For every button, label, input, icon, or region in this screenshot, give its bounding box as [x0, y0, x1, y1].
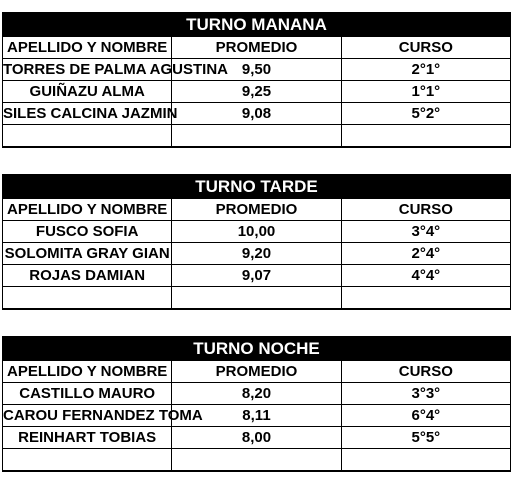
column-header-average: PROMEDIO: [172, 199, 341, 221]
empty-cell: [341, 125, 510, 148]
student-name: FUSCO SOFIA: [3, 221, 172, 243]
column-header-name: APELLIDO Y NOMBRE: [3, 199, 172, 221]
table-row: [3, 383, 511, 405]
table-row: [3, 103, 511, 125]
student-average: 8,11: [172, 405, 341, 427]
student-course: 5°2°: [341, 103, 510, 125]
student-course: 2°4°: [341, 243, 510, 265]
student-name: SOLOMITA GRAY GIAN: [3, 243, 172, 265]
table-row: [3, 243, 511, 265]
student-name: ROJAS DAMIAN: [3, 265, 172, 287]
empty-row: [3, 287, 511, 310]
student-name: SILES CALCINA JAZMIN: [3, 103, 172, 125]
shift-table-noche: [2, 336, 511, 472]
table-row: [3, 221, 511, 243]
column-header-name: APELLIDO Y NOMBRE: [3, 37, 172, 59]
shift-table-manana: [2, 12, 511, 148]
student-average: 9,07: [172, 265, 341, 287]
student-average: 8,20: [172, 383, 341, 405]
student-course: 1°1°: [341, 81, 510, 103]
student-average: 8,00: [172, 427, 341, 449]
column-header-average: PROMEDIO: [172, 361, 341, 383]
empty-cell: [172, 449, 341, 472]
empty-cell: [3, 449, 172, 472]
student-average: 9,08: [172, 103, 341, 125]
student-name: CASTILLO MAURO: [3, 383, 172, 405]
table-row: [3, 427, 511, 449]
student-name: GUIÑAZU ALMA: [3, 81, 172, 103]
student-course: 3°4°: [341, 221, 510, 243]
column-header-course: CURSO: [341, 199, 510, 221]
shift-title: TURNO NOCHE: [3, 337, 511, 361]
empty-cell: [172, 287, 341, 310]
student-name: TORRES DE PALMA AGUSTINA: [3, 59, 172, 81]
table-row: [3, 265, 511, 287]
student-course: 5°5°: [341, 427, 510, 449]
empty-cell: [3, 287, 172, 310]
student-course: 2°1°: [341, 59, 510, 81]
shift-title: TURNO MANANA: [3, 13, 511, 37]
column-header-name: APELLIDO Y NOMBRE: [3, 361, 172, 383]
empty-row: [3, 449, 511, 472]
empty-cell: [341, 449, 510, 472]
column-header-average: PROMEDIO: [172, 37, 341, 59]
student-name: CAROU FERNANDEZ TOMA: [3, 405, 172, 427]
student-course: 6°4°: [341, 405, 510, 427]
student-average: 10,00: [172, 221, 341, 243]
student-average: 9,50: [172, 59, 341, 81]
table-row: [3, 405, 511, 427]
student-average: 9,20: [172, 243, 341, 265]
student-name: REINHART TOBIAS: [3, 427, 172, 449]
empty-cell: [172, 125, 341, 148]
shift-table-tarde: [2, 174, 511, 310]
table-row: [3, 81, 511, 103]
empty-cell: [3, 125, 172, 148]
table-row: [3, 59, 511, 81]
column-header-course: CURSO: [341, 37, 510, 59]
empty-row: [3, 125, 511, 148]
student-course: 3°3°: [341, 383, 510, 405]
student-course: 4°4°: [341, 265, 510, 287]
student-average: 9,25: [172, 81, 341, 103]
empty-cell: [341, 287, 510, 310]
shift-title: TURNO TARDE: [3, 175, 511, 199]
column-header-course: CURSO: [341, 361, 510, 383]
